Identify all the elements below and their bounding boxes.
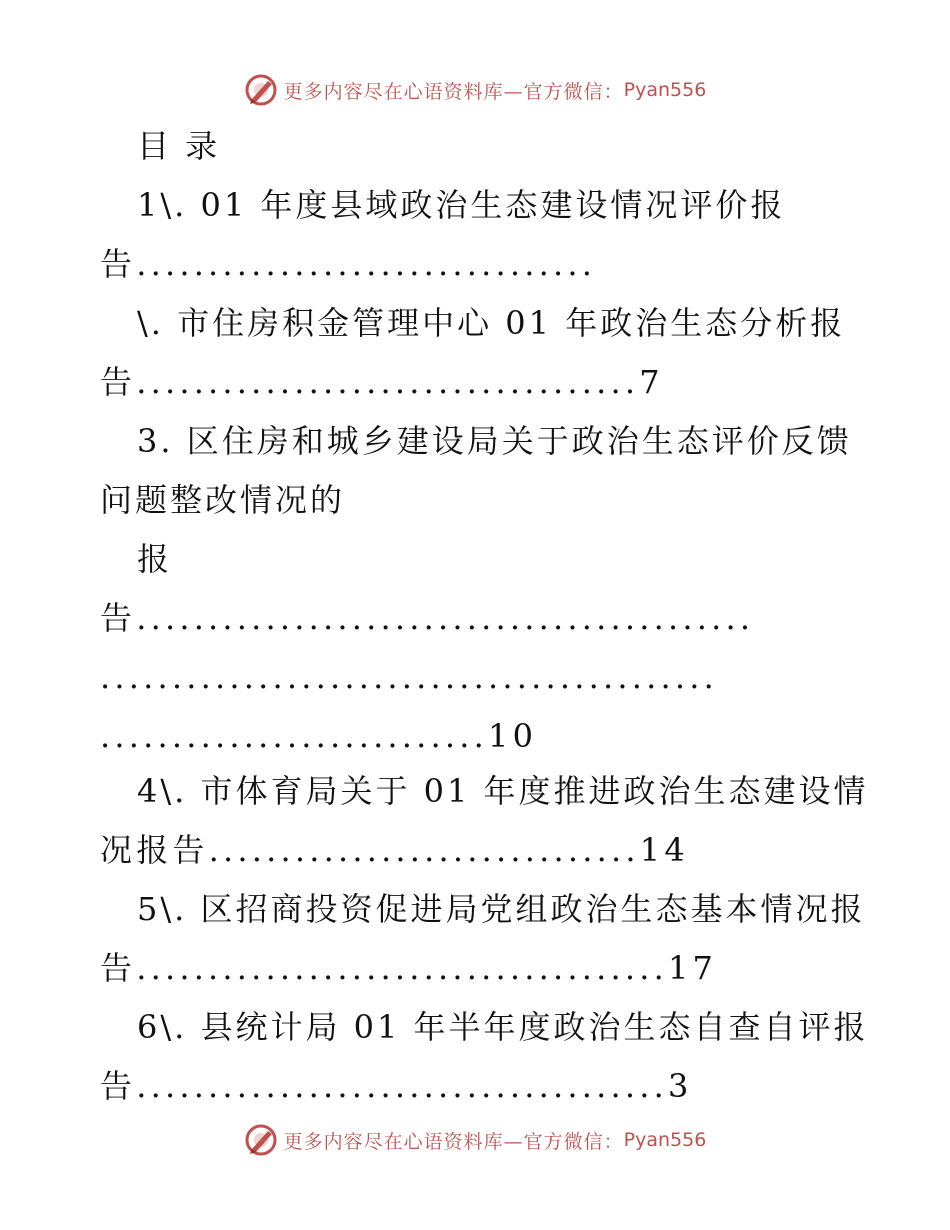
header-watermark [0, 70, 950, 110]
toc-item-6-line1[interactable]: 6\. 县统计局 01 年半年度政治生态自查自评报 [137, 1008, 869, 1046]
watermark-text: 更多内容尽在心语资料库—官方微信： [283, 1130, 624, 1153]
toc-item-5-line1[interactable]: 5\. 区招商投资促进局党组政治生态基本情况报 [137, 890, 866, 928]
toc-item-3-line4[interactable]: 告........................................... [100, 599, 755, 637]
pen-logo-icon [244, 73, 278, 107]
toc-item-6-line2[interactable]: 告.....................................3 [100, 1067, 693, 1105]
toc-item-1-line1[interactable]: 1\. 01 年度县域政治生态建设情况评价报 [137, 186, 786, 224]
pen-logo-icon [244, 1123, 278, 1157]
toc-item-3-line5[interactable]: ........................................... [100, 658, 718, 696]
toc-title: 目 录 [137, 127, 221, 165]
toc-item-3-line2[interactable]: 问题整改情况的 [100, 481, 346, 519]
watermark-text: 更多内容尽在心语资料库—官方微信： [283, 80, 624, 103]
toc-item-3-line1[interactable]: 3. 区住房和城乡建设局关于政治生态评价反馈 [137, 422, 852, 460]
toc-item-2-line1[interactable]: \. 市住房积金管理中心 01 年政治生态分析报 [137, 304, 846, 342]
toc-item-4-line1[interactable]: 4\. 市体育局关于 01 年度推进政治生态建设情 [137, 772, 869, 810]
toc-item-4-line2[interactable]: 况报告..............................14 [100, 831, 689, 869]
footer-watermark [0, 1120, 950, 1160]
toc-item-3-line6[interactable]: ...........................10 [100, 717, 538, 755]
toc-item-5-line2[interactable]: 告.....................................17 [100, 949, 718, 987]
toc-item-3-line3[interactable]: 报 [137, 540, 173, 578]
wechat-id: Pyan556 [623, 1129, 707, 1151]
toc-item-1-line2[interactable]: 告................................ [100, 245, 597, 283]
wechat-id: Pyan556 [623, 79, 707, 101]
toc-item-2-line2[interactable]: 告...................................7 [100, 363, 664, 401]
